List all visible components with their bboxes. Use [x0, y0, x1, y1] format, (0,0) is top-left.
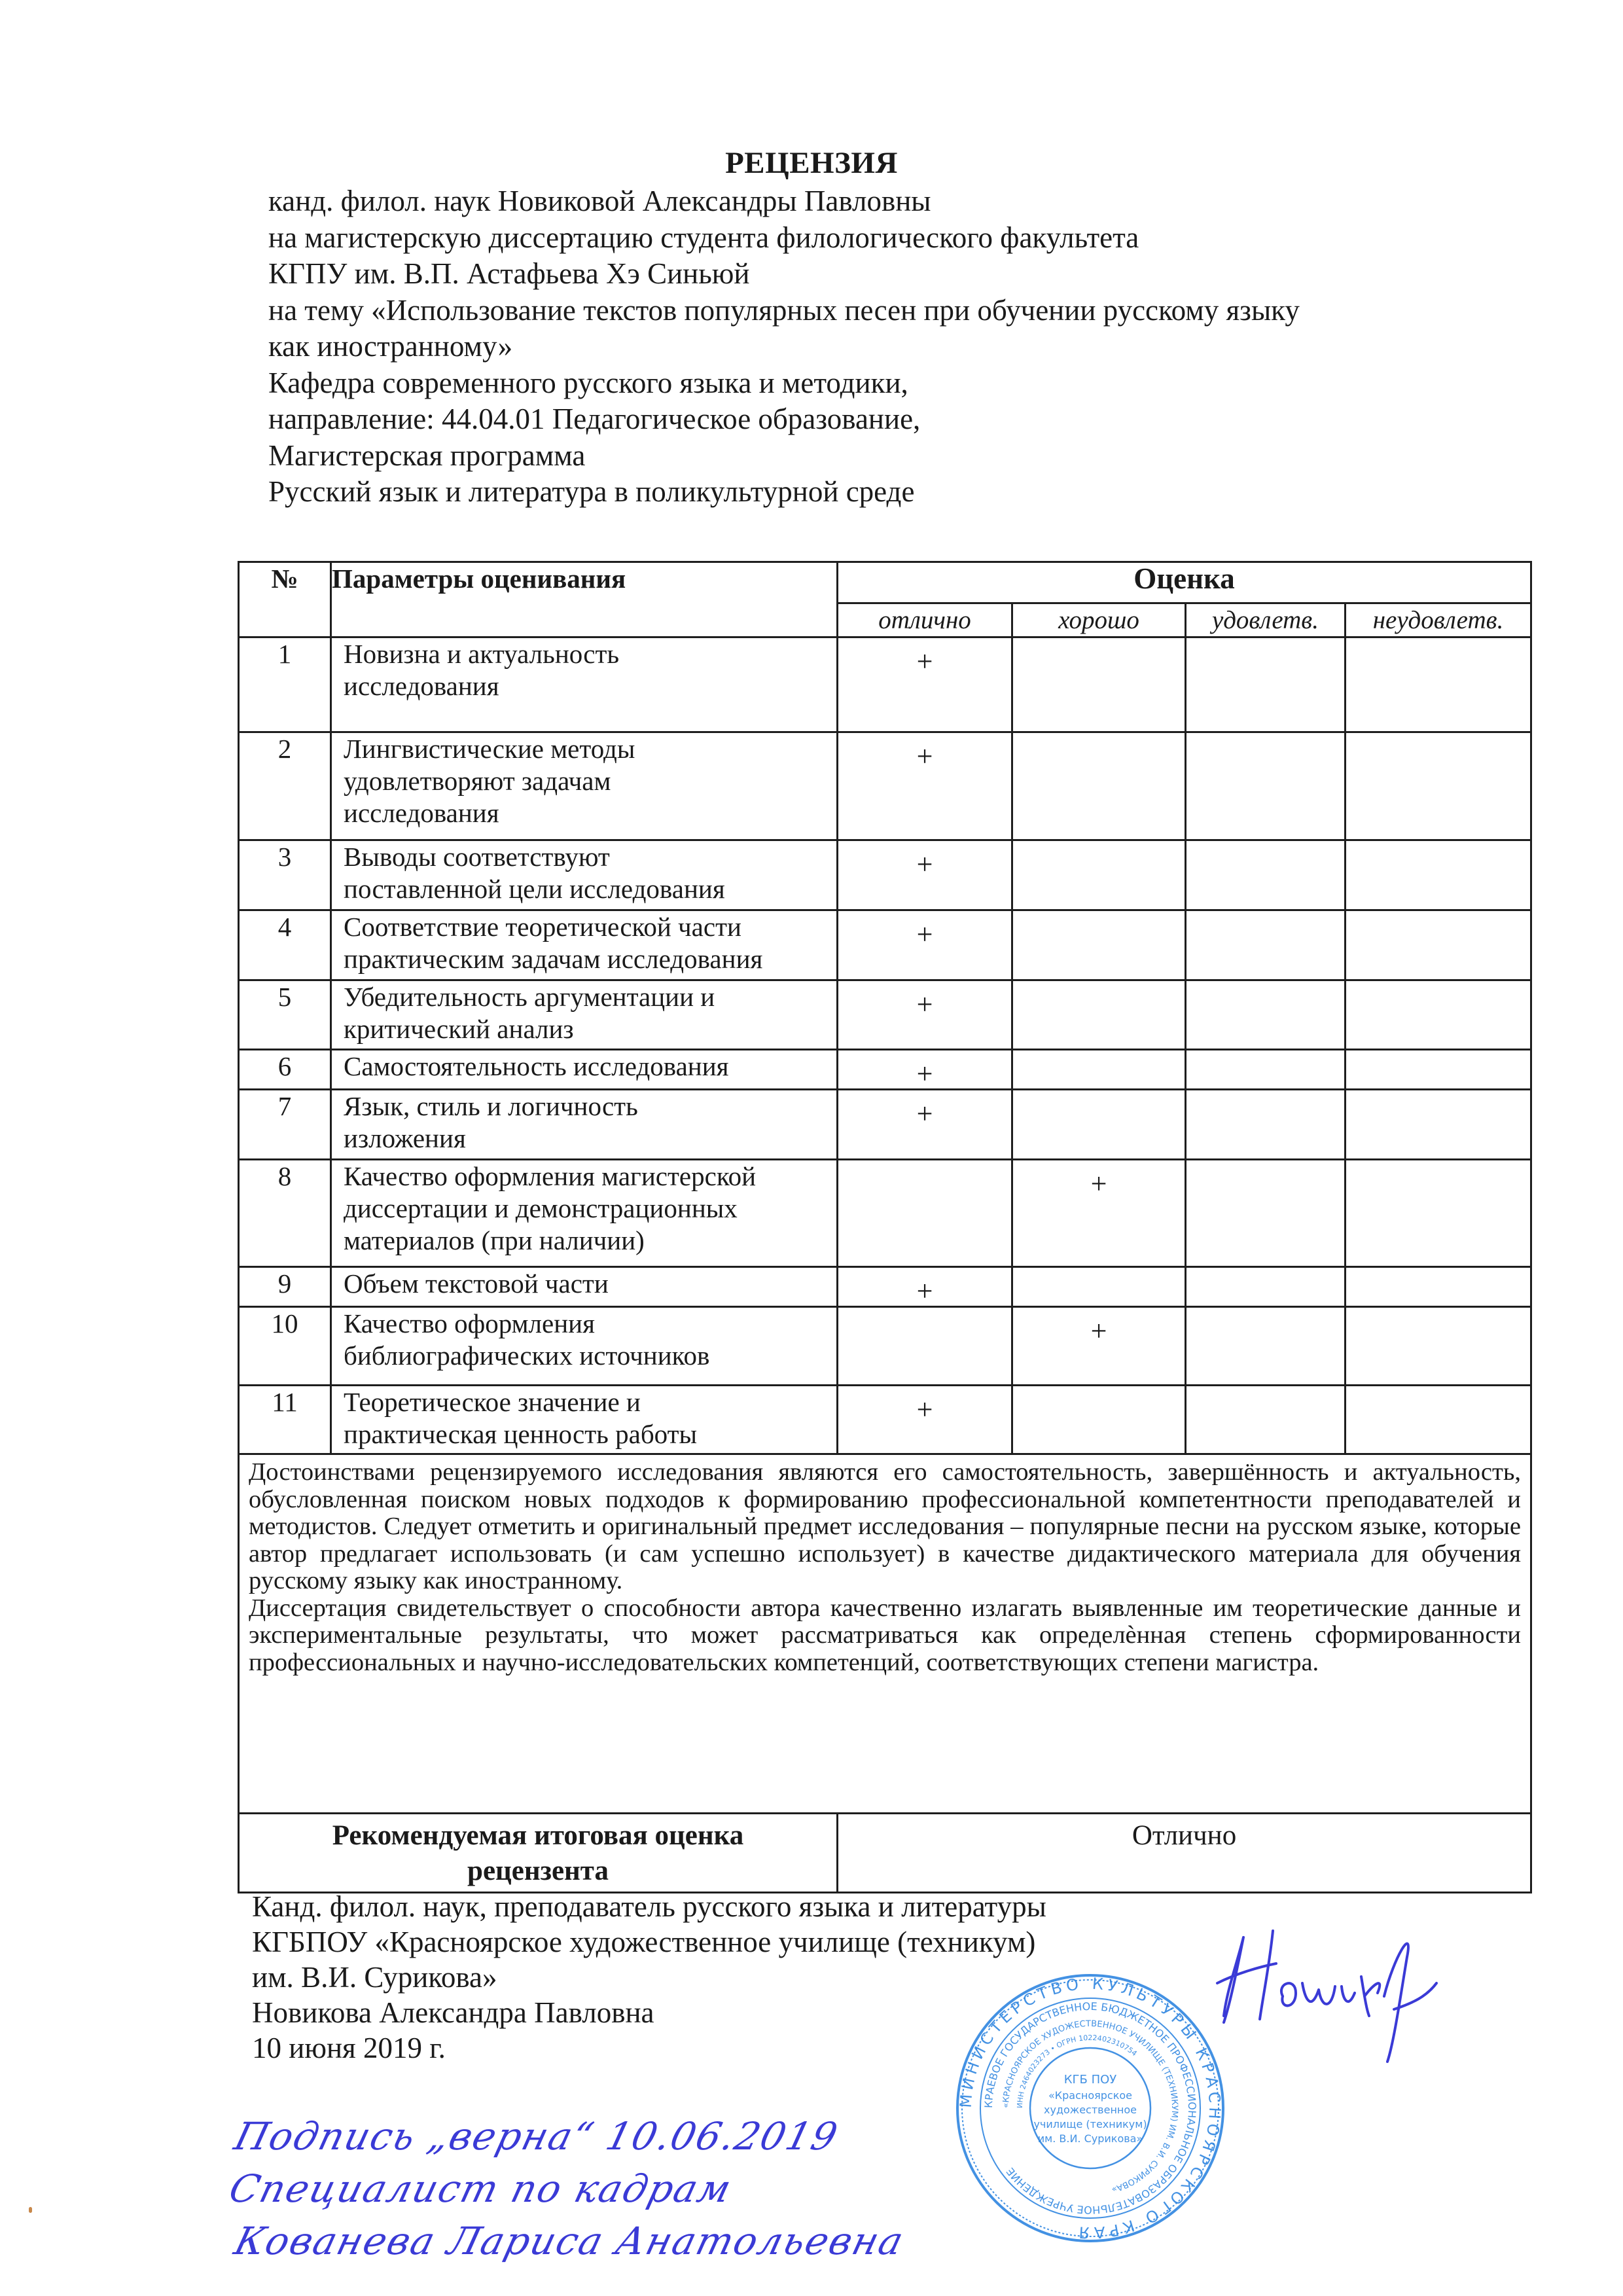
row-parameter-line: Качество оформления магистерской	[344, 1161, 757, 1191]
row-parameter-line: практическим задачам исследования	[344, 944, 763, 974]
grade-cell-good	[1012, 1267, 1186, 1307]
svg-text:КРАЕВОЕ ГОСУДАРСТВЕННОЕ БЮДЖЕТ: КРАЕВОЕ ГОСУДАРСТВЕННОЕ БЮДЖЕТНОЕ ПРОФЕССИОНАЛЬНОЕ ОБРАЗОВАТЕЛЬНОЕ УЧРЕЖДЕНИЕ	[982, 2000, 1199, 2217]
plus-mark-icon: +	[916, 1393, 933, 1426]
program-label: Магистерская программа	[268, 439, 586, 472]
row-parameter-line: Самостоятельность исследования	[344, 1051, 729, 1081]
grade-cell-satisfactory	[1186, 1050, 1346, 1090]
row-parameter	[331, 840, 838, 910]
header-grade-satisfactory: удовлетв.	[1186, 603, 1346, 637]
grade-cell-good	[1012, 1090, 1186, 1160]
subject-line: на магистерскую диссертацию студента филологического факультета	[268, 221, 1139, 254]
topic-line: на тему «Использование текстов популярных песен при обучении русскому языку	[268, 293, 1300, 327]
row-parameter-line: исследования	[344, 671, 499, 701]
certification-line: Подпись „верна“ 10.06.2019	[230, 2114, 844, 2159]
header-grade-unsatisfactory: неудовлетв.	[1346, 603, 1531, 637]
row-parameter-line: критический анализ	[344, 1014, 574, 1044]
svg-text:МИНИСТЕРСТВО КУЛЬТУРЫ КРАСНОЯР: МИНИСТЕРСТВО КУЛЬТУРЫ КРАСНОЯРСКОГО КРАЯ	[956, 1974, 1224, 2242]
table-row	[239, 1386, 1531, 1454]
row-parameter-line: библиографических источников	[344, 1340, 710, 1371]
row-parameter-line: материалов (при наличии)	[344, 1225, 645, 1255]
grade-cell-good	[1012, 910, 1186, 980]
row-number: 1	[239, 637, 331, 732]
reviewer-organization: КГБПОУ «Красноярское художественное училище (техникум)	[252, 1926, 1036, 1958]
final-grade-label	[239, 1814, 838, 1893]
row-parameter-line: изложения	[344, 1123, 466, 1153]
plus-mark-icon: +	[1090, 1315, 1107, 1347]
row-parameter	[331, 1160, 838, 1267]
table-row	[239, 980, 1531, 1050]
grade-cell-satisfactory	[1186, 1307, 1346, 1386]
grade-cell-unsatisfactory	[1346, 1160, 1531, 1267]
row-number: 5	[239, 980, 331, 1050]
comment-paragraph: Достоинствами рецензируемого исследования являются его самостоятельность, завершённость и актуальность, обусловленная поиском новых подходов к формированию профессиональной компетентности преподавателей и методистов. Следует отметить и оригинальный предмет исследования – популярные песни на русском языке, которые автор предлагает использовать (и сам успешно использует) в качестве дидактического материала для обучения русскому языку как иностранному.	[249, 1458, 1522, 1594]
grade-cell-unsatisfactory	[1346, 637, 1531, 732]
row-number: 8	[239, 1160, 331, 1267]
svg-text:им. В.И. Сурикова»: им. В.И. Сурикова»	[1037, 2132, 1143, 2145]
reviewer-position: Канд. филол. наук, преподаватель русского языка и литературы	[252, 1890, 1046, 1923]
grade-cell-good	[1012, 637, 1186, 732]
row-parameter-line: Новизна и актуальность	[344, 639, 620, 669]
scan-artifact	[29, 2207, 32, 2213]
grade-cell-satisfactory	[1186, 840, 1346, 910]
plus-mark-icon: +	[916, 1098, 933, 1130]
row-parameter-line: исследования	[344, 798, 499, 828]
reviewer-line: канд. филол. наук Новиковой Александры Павловны	[268, 185, 931, 217]
review-header	[268, 183, 1300, 511]
row-parameter-line: удовлетворяют задачам	[344, 766, 611, 796]
plus-mark-icon: +	[916, 1058, 933, 1090]
grade-cell-good	[1012, 732, 1186, 840]
grade-cell-satisfactory	[1186, 1090, 1346, 1160]
certification-line: Кованева Лариса Анатольевна	[230, 2219, 909, 2263]
plus-mark-icon: +	[916, 988, 933, 1020]
row-parameter-line: практическая ценность работы	[344, 1419, 698, 1449]
row-parameter-line: Объем текстовой части	[344, 1268, 609, 1299]
signature-certification	[224, 2101, 1165, 2265]
row-parameter-line: Соответствие теоретической части	[344, 912, 741, 942]
certification-line: Специалист по кадрам	[224, 2166, 737, 2211]
plus-mark-icon: +	[916, 740, 933, 772]
row-parameter-line: Язык, стиль и логичность	[344, 1091, 638, 1121]
grade-cell-excellent	[838, 980, 1012, 1050]
final-grade-value: Отлично	[838, 1814, 1531, 1893]
grade-cell-satisfactory	[1186, 1160, 1346, 1267]
grade-cell-excellent	[838, 637, 1012, 732]
grade-cell-unsatisfactory	[1346, 1386, 1531, 1454]
reviewer-signature-block	[252, 1889, 1046, 2066]
row-number: 9	[239, 1267, 331, 1307]
review-date: 10 июня 2019 г.	[252, 2032, 446, 2064]
grade-cell-excellent	[838, 1160, 1012, 1267]
row-parameter	[331, 1050, 838, 1090]
row-parameter	[331, 1267, 838, 1307]
table-row	[239, 1267, 1531, 1307]
department-line: Кафедра современного русского языка и методики,	[268, 366, 908, 399]
header-grade-excellent: отлично	[838, 603, 1012, 637]
grade-cell-excellent	[838, 840, 1012, 910]
table-row	[239, 1160, 1531, 1267]
grade-cell-satisfactory	[1186, 980, 1346, 1050]
comment-paragraph: Диссертация свидетельствует о способности автора качественно излагать выявленные им теоретические данные и экспериментальные результаты, что может рассматриваться как определѐнная степень сформированности профессиональных и научно-исследовательских компетенций, соответствующих степени магистра.	[249, 1594, 1522, 1676]
grade-cell-excellent	[838, 1050, 1012, 1090]
grade-cell-unsatisfactory	[1346, 1307, 1531, 1386]
grade-cell-unsatisfactory	[1346, 1050, 1531, 1090]
table-row	[239, 1050, 1531, 1090]
grade-cell-excellent	[838, 1386, 1012, 1454]
grade-cell-excellent	[838, 1307, 1012, 1386]
plus-mark-icon: +	[916, 918, 933, 950]
svg-text:художественное: художественное	[1044, 2104, 1137, 2116]
program-name: Русский язык и литература в поликультурной среде	[268, 475, 915, 508]
grade-cell-good	[1012, 980, 1186, 1050]
row-parameter	[331, 980, 838, 1050]
grade-cell-unsatisfactory	[1346, 910, 1531, 980]
svg-text:училище (техникум): училище (техникум)	[1033, 2118, 1147, 2130]
plus-mark-icon: +	[1090, 1168, 1107, 1200]
row-parameter-line: диссертации и демонстрационных	[344, 1193, 738, 1223]
direction-line: направление: 44.04.01 Педагогическое образование,	[268, 403, 921, 435]
grade-cell-unsatisfactory	[1346, 1267, 1531, 1307]
row-parameter-line: Выводы соответствуют	[344, 842, 610, 872]
table-row	[239, 1090, 1531, 1160]
topic-line-cont: как иностранному»	[268, 330, 513, 363]
svg-text:«КРАСНОЯРСКОЕ ХУДОЖЕСТВЕННОЕ У: «КРАСНОЯРСКОЕ ХУДОЖЕСТВЕННОЕ УЧИЛИЩЕ (ТЕХНИКУМ) ИМ. В.И. СУРИКОВА»	[1001, 2018, 1180, 2195]
grade-cell-excellent	[838, 732, 1012, 840]
row-parameter-line: Теоретическое значение и	[344, 1387, 641, 1417]
row-number: 6	[239, 1050, 331, 1090]
grade-cell-satisfactory	[1186, 637, 1346, 732]
grade-cell-satisfactory	[1186, 732, 1346, 840]
row-number: 3	[239, 840, 331, 910]
final-grade-label-line: Рекомендуемая итоговая оценка	[332, 1820, 744, 1851]
table-row	[239, 1307, 1531, 1386]
plus-mark-icon: +	[916, 1275, 933, 1307]
grade-cell-satisfactory	[1186, 1267, 1346, 1307]
grade-cell-satisfactory	[1186, 910, 1346, 980]
header-grade-good: хорошо	[1012, 603, 1186, 637]
plus-mark-icon: +	[916, 645, 933, 677]
row-parameter-line: Качество оформления	[344, 1308, 595, 1338]
reviewer-name: Новикова Александра Павловна	[252, 1996, 654, 2029]
table-row	[239, 910, 1531, 980]
grade-cell-excellent	[838, 910, 1012, 980]
evaluation-rows	[239, 637, 1531, 1454]
header-grade-group: Оценка	[838, 562, 1531, 603]
document-title: РЕЦЕНЗИЯ	[725, 146, 898, 180]
plus-mark-icon: +	[916, 848, 933, 880]
review-comments	[239, 1454, 1531, 1814]
row-parameter	[331, 1090, 838, 1160]
final-grade-label-line: рецензента	[467, 1856, 609, 1886]
grade-cell-unsatisfactory	[1346, 732, 1531, 840]
row-number: 2	[239, 732, 331, 840]
grade-cell-unsatisfactory	[1346, 980, 1531, 1050]
grade-cell-good	[1012, 1160, 1186, 1267]
header-number: №	[239, 562, 331, 637]
grade-cell-good	[1012, 1050, 1186, 1090]
row-number: 11	[239, 1386, 331, 1454]
grade-cell-good	[1012, 1307, 1186, 1386]
row-parameter-line: поставленной цели исследования	[344, 874, 725, 904]
grade-cell-unsatisfactory	[1346, 840, 1531, 910]
evaluation-table	[238, 561, 1532, 1893]
svg-text:КГБ ПОУ: КГБ ПОУ	[1063, 2073, 1117, 2087]
svg-text:«Красноярское: «Красноярское	[1048, 2089, 1133, 2102]
student-line: КГПУ им. В.П. Астафьева Хэ Синьюй	[268, 257, 750, 290]
grade-cell-good	[1012, 1386, 1186, 1454]
header-parameters: Параметры оценивания	[331, 562, 838, 637]
row-parameter	[331, 1386, 838, 1454]
grade-cell-good	[1012, 840, 1186, 910]
row-parameter	[331, 637, 838, 732]
row-parameter	[331, 910, 838, 980]
row-parameter	[331, 1307, 838, 1386]
row-number: 4	[239, 910, 331, 980]
table-row	[239, 637, 1531, 732]
table-row	[239, 840, 1531, 910]
row-number: 7	[239, 1090, 331, 1160]
grade-cell-unsatisfactory	[1346, 1090, 1531, 1160]
row-parameter-line: Лингвистические методы	[344, 734, 635, 764]
grade-cell-satisfactory	[1186, 1386, 1346, 1454]
grade-cell-excellent	[838, 1267, 1012, 1307]
svg-text:ИНН 2464023273 • ОГРН 10224023: ИНН 2464023273 • ОГРН 1022402310754	[1015, 2033, 1139, 2109]
row-number: 10	[239, 1307, 331, 1386]
row-parameter	[331, 732, 838, 840]
reviewer-organization-cont: им. В.И. Сурикова»	[252, 1961, 497, 1994]
table-row	[239, 732, 1531, 840]
grade-cell-excellent	[838, 1090, 1012, 1160]
reviewer-autograph-icon	[1198, 1911, 1446, 2075]
row-parameter-line: Убедительность аргументации и	[344, 982, 715, 1012]
